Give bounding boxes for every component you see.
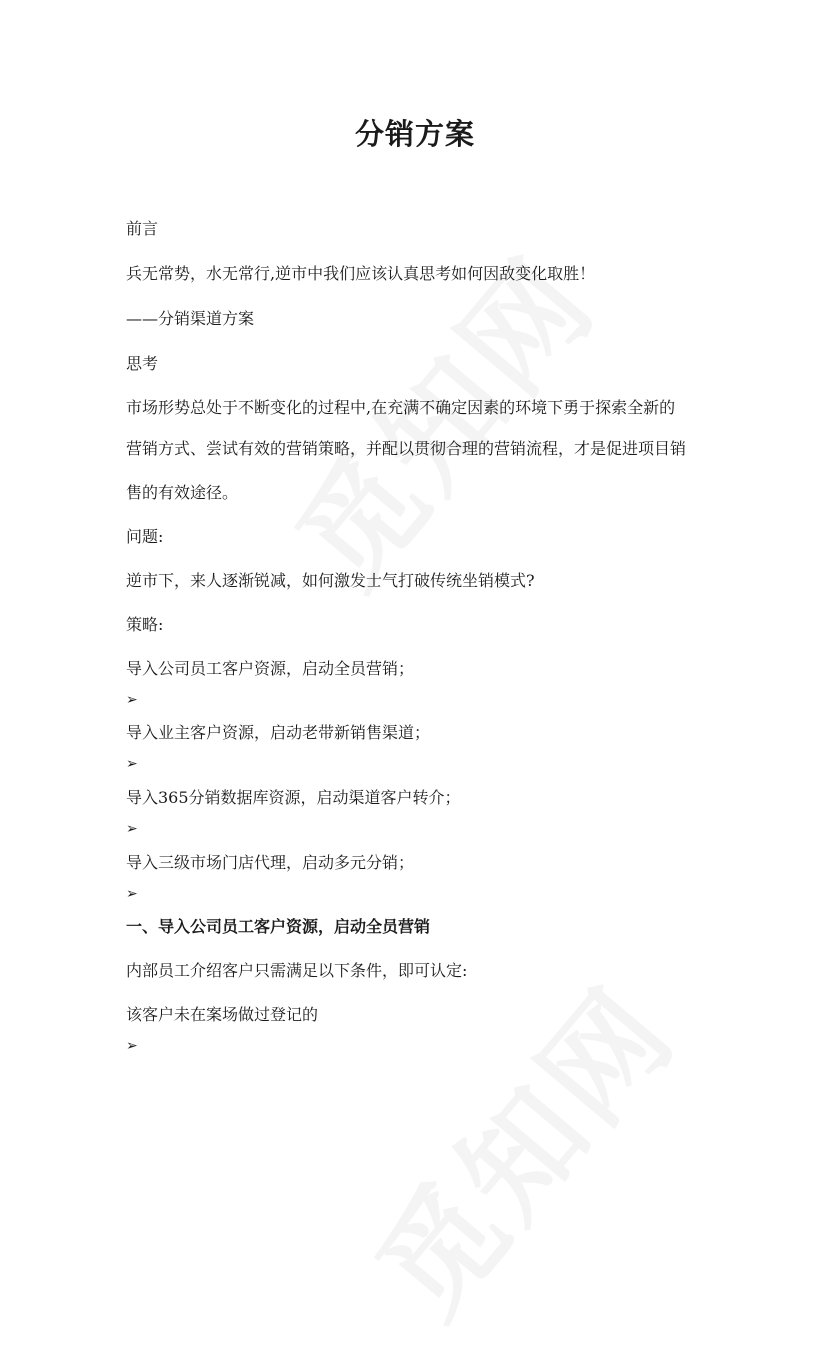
strategy-item: 导入业主客户资源，启动老带新销售渠道； [126,723,431,742]
document-title: 分销方案 [354,117,475,151]
subtitle-text: ——分销渠道方案 [126,309,255,328]
bullet-arrow-icon: ➢ [126,821,138,837]
condition-item: 该客户未在案场做过登记的 [126,1005,319,1024]
bullet-arrow-icon: ➢ [126,886,138,902]
strategy-item: 导入三级市场门店代理，启动多元分销； [126,853,415,872]
strategy-item: 导入公司员工客户资源，启动全员营销； [126,659,415,678]
bullet-arrow-icon: ➢ [126,1038,138,1054]
paragraph-line: 市场形势总处于不断变化的过程中,在充满不确定因素的环境下勇于探索全新的 [126,398,676,417]
problem-text: 逆市下，来人逐渐锐减，如何激发士气打破传统坐销模式? [126,571,535,590]
bullet-arrow-icon: ➢ [126,692,138,708]
section-intro: 内部员工介绍客户只需满足以下条件，即可认定: [126,961,468,980]
section-heading: 一、导入公司员工客户资源，启动全员营销 [126,917,431,936]
problem-heading: 问题: [126,527,164,546]
preface-heading: 前言 [126,219,159,238]
paragraph-line: 售的有效途径。 [126,483,239,502]
watermark [332,946,707,1346]
paragraph-line: 营销方式、尝试有效的营销策略，并配以贯彻合理的营销流程，才是促进项目销 [126,439,687,458]
think-heading: 思考 [126,354,159,373]
strategy-heading: 策略: [126,615,164,634]
motto-text: 兵无常势，水无常行,逆市中我们应该认真思考如何因敌变化取胜！ [126,264,596,283]
bullet-arrow-icon: ➢ [126,756,138,772]
strategy-item: 导入365分销数据库资源，启动渠道客户转介； [126,788,461,807]
